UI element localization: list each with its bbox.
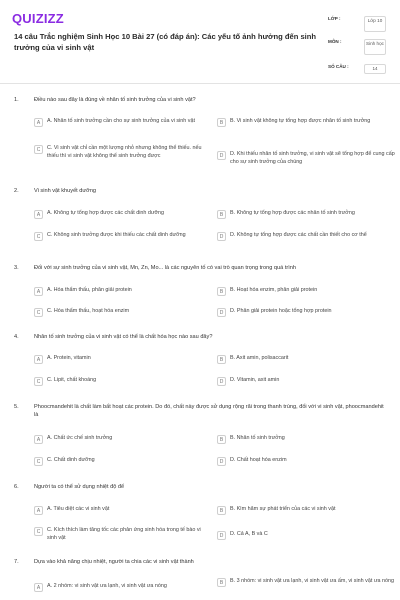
meta-count-value: 14: [364, 64, 386, 74]
option-letter: B: [217, 210, 226, 219]
option-letter: A: [34, 506, 43, 515]
meta-count-label: SỐ CÂU :: [328, 64, 349, 69]
option-letter: D: [217, 531, 226, 540]
question-number: 3.: [14, 265, 19, 271]
option-text: C. Chất dinh dưỡng: [47, 457, 95, 463]
meta-count: [328, 64, 392, 74]
option-text: D. Phân giải protein hoặc tổng hợp protein: [230, 308, 332, 314]
option-letter: B: [217, 578, 226, 587]
option-letter: B: [217, 287, 226, 296]
question-text: Phoocmandehit là chất làm bất hoạt các protein. Do đó, chất này được sử dụng rộng rãi trong thanh trùng, đối với vi sinh vật, phoocmandehit là: [34, 404, 384, 418]
option-letter: C: [34, 457, 43, 466]
question-text: Nhân tố sinh trưởng của vi sinh vật có thể là chất hóa học nào sau đây?: [34, 334, 213, 340]
option-text: A. Chất ức chế sinh trưởng: [47, 435, 113, 441]
meta-subject-label: MÔN :: [328, 39, 342, 44]
question-number: 6.: [14, 484, 19, 490]
question-number: 1.: [14, 97, 19, 103]
option-letter: B: [217, 355, 226, 364]
option-letter: B: [217, 506, 226, 515]
option-text: A. Nhân tố sinh trưởng cần cho sự sinh trưởng của vi sinh vật: [47, 118, 195, 124]
option-text: D. Cả A, B và C: [230, 531, 268, 537]
option-letter: D: [217, 151, 226, 160]
option-text: A. Protein, vitamin: [47, 355, 91, 361]
option-text: D. Chất hoạt hóa enzim: [230, 457, 287, 463]
worksheet-title: 14 câu Trắc nghiệm Sinh Học 10 Bài 27 (có đáp án): Các yếu tố ảnh hưởng đến sinh trưởng của vi sinh vật: [14, 32, 317, 52]
option-text: C. Lipit, chất khoáng: [47, 377, 97, 383]
option-text: A. Không tự tổng hợp được các chất dinh dưỡng: [47, 210, 165, 216]
option-text: C. Không sinh trưởng được khi thiếu các chất dinh dưỡng: [47, 232, 186, 238]
option-text: A. Tiêu diệt các vi sinh vật: [47, 506, 110, 512]
option-letter: A: [34, 287, 43, 296]
option-letter: A: [34, 355, 43, 364]
option-letter: D: [217, 308, 226, 317]
option-letter: C: [34, 377, 43, 386]
option-text: D. Khi thiếu nhân tố sinh trưởng, vi sinh vật sẽ tổng hợp để cung cấp cho sự sinh trưởng của chúng: [230, 151, 395, 165]
meta-subject: [328, 39, 392, 55]
question-text: Đối với sự sinh trưởng của vi sinh vật, Mn, Zn, Mo... là các nguyên tố có vai trò quan trọng trong quá trình: [34, 265, 297, 271]
option-letter: C: [34, 527, 43, 536]
option-text: C. Vi sinh vật chỉ cần một lượng nhỏ nhưng không thể thiếu. nếu thiếu thì vi sinh vật không thể sinh trưởng được: [47, 145, 202, 159]
question-text: Người ta có thể sử dụng nhiệt độ để: [34, 484, 125, 490]
option-letter: C: [34, 145, 43, 154]
question-number: 7.: [14, 559, 19, 565]
option-text: B. Nhân tố sinh trưởng: [230, 435, 285, 441]
meta-subject-value: Sinh học: [364, 39, 386, 55]
quizizz-logo: QUIZIZZ: [12, 11, 64, 26]
option-text: D. Không tự tổng hợp được các chất cần thiết cho cơ thể: [230, 232, 367, 238]
option-text: A. 2 nhóm: vi sinh vật ưa lạnh, vi sinh vật ưa nóng: [47, 583, 167, 589]
option-letter: A: [34, 583, 43, 592]
option-text: B. Axit amin, polisaccarit: [230, 355, 289, 361]
option-letter: D: [217, 457, 226, 466]
option-text: C. Hóa thẩm thấu, hoạt hóa enzim: [47, 308, 130, 314]
question-number: 5.: [14, 404, 19, 410]
option-letter: B: [217, 435, 226, 444]
option-text: B. Vi sinh vật không tự tổng hợp được nhân tố sinh trưởng: [230, 118, 371, 124]
option-text: D. Vitamin, axit amin: [230, 377, 280, 383]
option-letter: A: [34, 210, 43, 219]
meta-grade-label: LỚP :: [328, 16, 341, 21]
option-letter: D: [217, 377, 226, 386]
question-number: 2.: [14, 188, 19, 194]
option-letter: A: [34, 435, 43, 444]
question-text: Điều nào sau đây là đúng về nhân tố sinh trưởng của vi sinh vật?: [34, 97, 196, 103]
option-letter: C: [34, 232, 43, 241]
option-text: B. Không tự tổng hợp được các nhân tố sinh trưởng: [230, 210, 355, 216]
option-text: C. Kích thích làm tăng tốc các phản ứng sinh hóa trong tế bào vi sinh vật: [47, 527, 201, 541]
option-text: B. Kìm hãm sự phát triển của các vi sinh vật: [230, 506, 336, 512]
option-text: B. 3 nhóm: vi sinh vật ưa lạnh, vi sinh vật ưa ấm, vi sinh vật ưa nóng: [230, 578, 394, 584]
option-text: A. Hóa thẩm thấu, phân giải protein: [47, 287, 132, 293]
meta-grade-value: Lớp 10: [364, 16, 386, 32]
option-text: B. Hoạt hóa enzim, phân giải protein: [230, 287, 318, 293]
option-letter: D: [217, 232, 226, 241]
question-number: 4.: [14, 334, 19, 340]
question-text: Dựa vào khả năng chịu nhiệt, người ta chia các vi sinh vật thành: [34, 559, 194, 565]
question-text: Vi sinh vật khuyết dưỡng: [34, 188, 97, 194]
option-letter: C: [34, 308, 43, 317]
option-letter: A: [34, 118, 43, 127]
option-letter: B: [217, 118, 226, 127]
page-header: [0, 0, 400, 84]
meta-grade: [328, 16, 392, 32]
